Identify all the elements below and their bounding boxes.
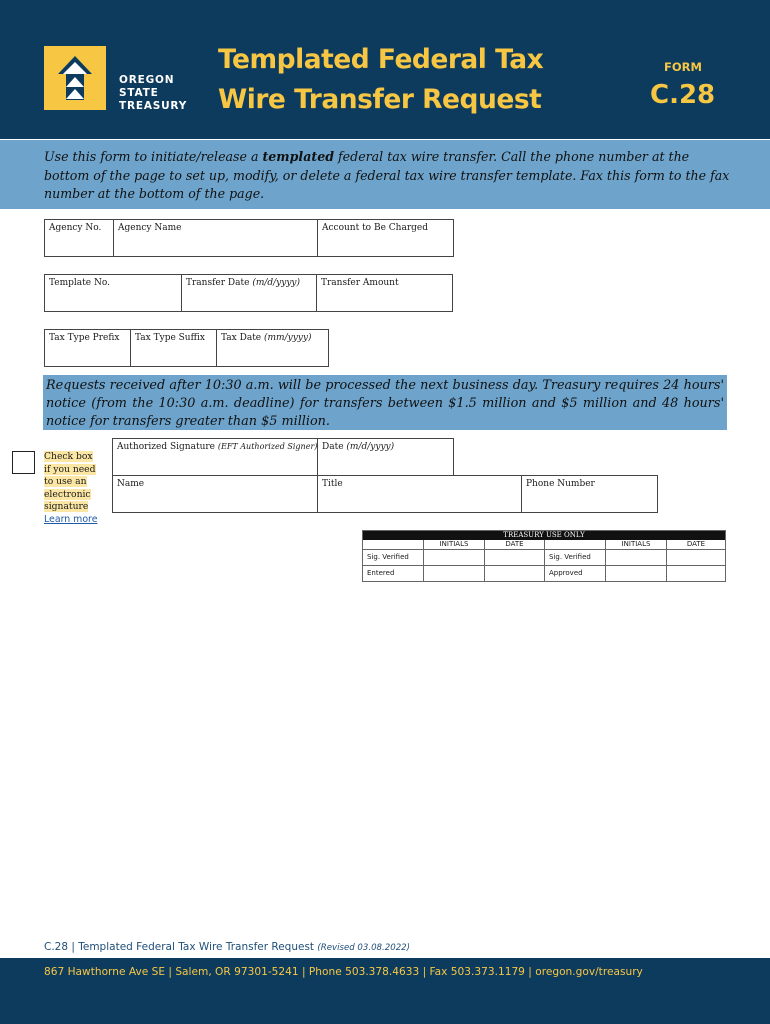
title-line-1: Templated Federal Tax (218, 44, 544, 75)
logo-line: TREASURY (119, 100, 188, 112)
page-footer (0, 958, 770, 1024)
page-header (0, 0, 770, 139)
esignature-checkbox[interactable] (12, 451, 35, 474)
treasury-header-row (363, 540, 725, 550)
treasury-col-initials: INITIALS (424, 540, 485, 550)
tax-prefix-field[interactable] (45, 330, 130, 366)
tax-date-field[interactable] (216, 330, 328, 366)
phone-field[interactable] (521, 476, 657, 512)
agency-no-field[interactable] (45, 220, 113, 256)
transfer-date-format: (m/d/yyyy) (252, 278, 301, 288)
footer-revised: (Revised 03.08.2022) (317, 943, 410, 953)
treasury-blank-cell (545, 540, 606, 550)
transfer-date-field[interactable] (181, 275, 316, 311)
treasury-use-table (362, 530, 726, 582)
agency-name-field[interactable] (113, 220, 317, 256)
account-field[interactable] (317, 220, 453, 256)
treasury-initials-cell[interactable] (606, 566, 667, 582)
treasury-use-title: TREASURY USE ONLY (363, 531, 725, 540)
treasury-entered-label: Entered (363, 566, 424, 582)
deadline-notice: Requests received after 10:30 a.m. will be processed the next business day. Treasury requires 24 hours' notice (from the 10:30 a.m. deadline) for transfers between $1.5 million and $5 million and 48 hours' notice for transfers greater than $5 million. (43, 375, 727, 430)
treasury-date-cell[interactable] (485, 566, 545, 582)
intro-instructions (0, 140, 770, 209)
title-label: Title (322, 479, 343, 489)
learn-more-link[interactable]: Learn more (44, 514, 98, 525)
transfer-amount-label: Transfer Amount (321, 278, 399, 288)
treasury-date-cell[interactable] (485, 550, 545, 566)
tax-suffix-field[interactable] (130, 330, 216, 366)
template-no-field[interactable] (45, 275, 181, 311)
treasury-sig-verified-label-2: Sig. Verified (545, 550, 606, 566)
transfer-amount-field[interactable] (316, 275, 452, 311)
signature-date-field[interactable] (317, 439, 453, 475)
tax-date-label: Tax Date (221, 333, 262, 343)
title-field[interactable] (317, 476, 521, 512)
treasury-col-date: DATE (485, 540, 545, 550)
treasury-sig-verified-label: Sig. Verified (363, 550, 424, 566)
contact-row (112, 475, 658, 513)
footer-caption-text: C.28 | Templated Federal Tax Wire Transfer Request (44, 941, 315, 953)
footer-address: 867 Hawthorne Ave SE | Salem, OR 97301-5241 | Phone 503.378.4633 | Fax 503.373.1179 | oregon.gov/treasury (44, 966, 643, 978)
form-number: C.28 (650, 80, 716, 110)
signature-date-label: Date (322, 442, 344, 452)
treasury-date-cell[interactable] (667, 550, 725, 566)
tax-row (44, 329, 329, 367)
authorized-signature-field[interactable] (113, 439, 317, 475)
oregon-treasury-logo-icon (44, 46, 106, 110)
logo-line: OREGON (119, 74, 175, 86)
treasury-date-cell[interactable] (667, 566, 725, 582)
intro-text: Use this form to initiate/release a (44, 149, 263, 164)
agency-name-label: Agency Name (118, 223, 182, 233)
treasury-col-initials-2: INITIALS (606, 540, 667, 550)
authorized-signature-note: (EFT Authorized Signer) (217, 442, 318, 451)
transfer-date-label: Transfer Date (186, 278, 250, 288)
treasury-initials-cell[interactable] (424, 566, 485, 582)
esignature-hint (44, 451, 96, 514)
treasury-row (363, 550, 725, 566)
treasury-blank-cell (363, 540, 424, 550)
name-label: Name (117, 479, 145, 489)
intro-text-rest: federal tax wire transfer. Call the phone number at the bottom of the page to set up, modify, or delete a federal tax wire transfer template. Fax this form to the fax number at the bottom of the page. (44, 149, 730, 201)
footer-caption (44, 941, 410, 953)
signature-date-format: (m/d/yyyy) (346, 442, 395, 452)
transfer-row (44, 274, 453, 312)
logo-line: STATE (119, 87, 159, 99)
treasury-initials-cell[interactable] (424, 550, 485, 566)
intro-emphasis: templated (262, 149, 335, 164)
agency-no-label: Agency No. (49, 223, 102, 233)
esignature-hint-text: Check box if you need to use an electronic signature (44, 451, 96, 512)
title-line-2: Wire Transfer Request (218, 84, 542, 115)
form-label: FORM (664, 60, 702, 74)
treasury-row (363, 566, 725, 582)
tax-suffix-label: Tax Type Suffix (135, 333, 205, 343)
name-field[interactable] (113, 476, 317, 512)
treasury-col-date-2: DATE (667, 540, 725, 550)
treasury-initials-cell[interactable] (606, 550, 667, 566)
logo-wordmark (119, 74, 187, 113)
authorized-signature-label: Authorized Signature (117, 442, 216, 452)
tax-prefix-label: Tax Type Prefix (49, 333, 120, 343)
signature-row (112, 438, 454, 476)
template-no-label: Template No. (49, 278, 110, 288)
phone-label: Phone Number (526, 479, 595, 489)
treasury-approved-label: Approved (545, 566, 606, 582)
account-label: Account to Be Charged (322, 223, 428, 233)
agency-row (44, 219, 454, 257)
tax-date-format: (mm/yyyy) (264, 333, 312, 343)
page-title (218, 40, 543, 120)
